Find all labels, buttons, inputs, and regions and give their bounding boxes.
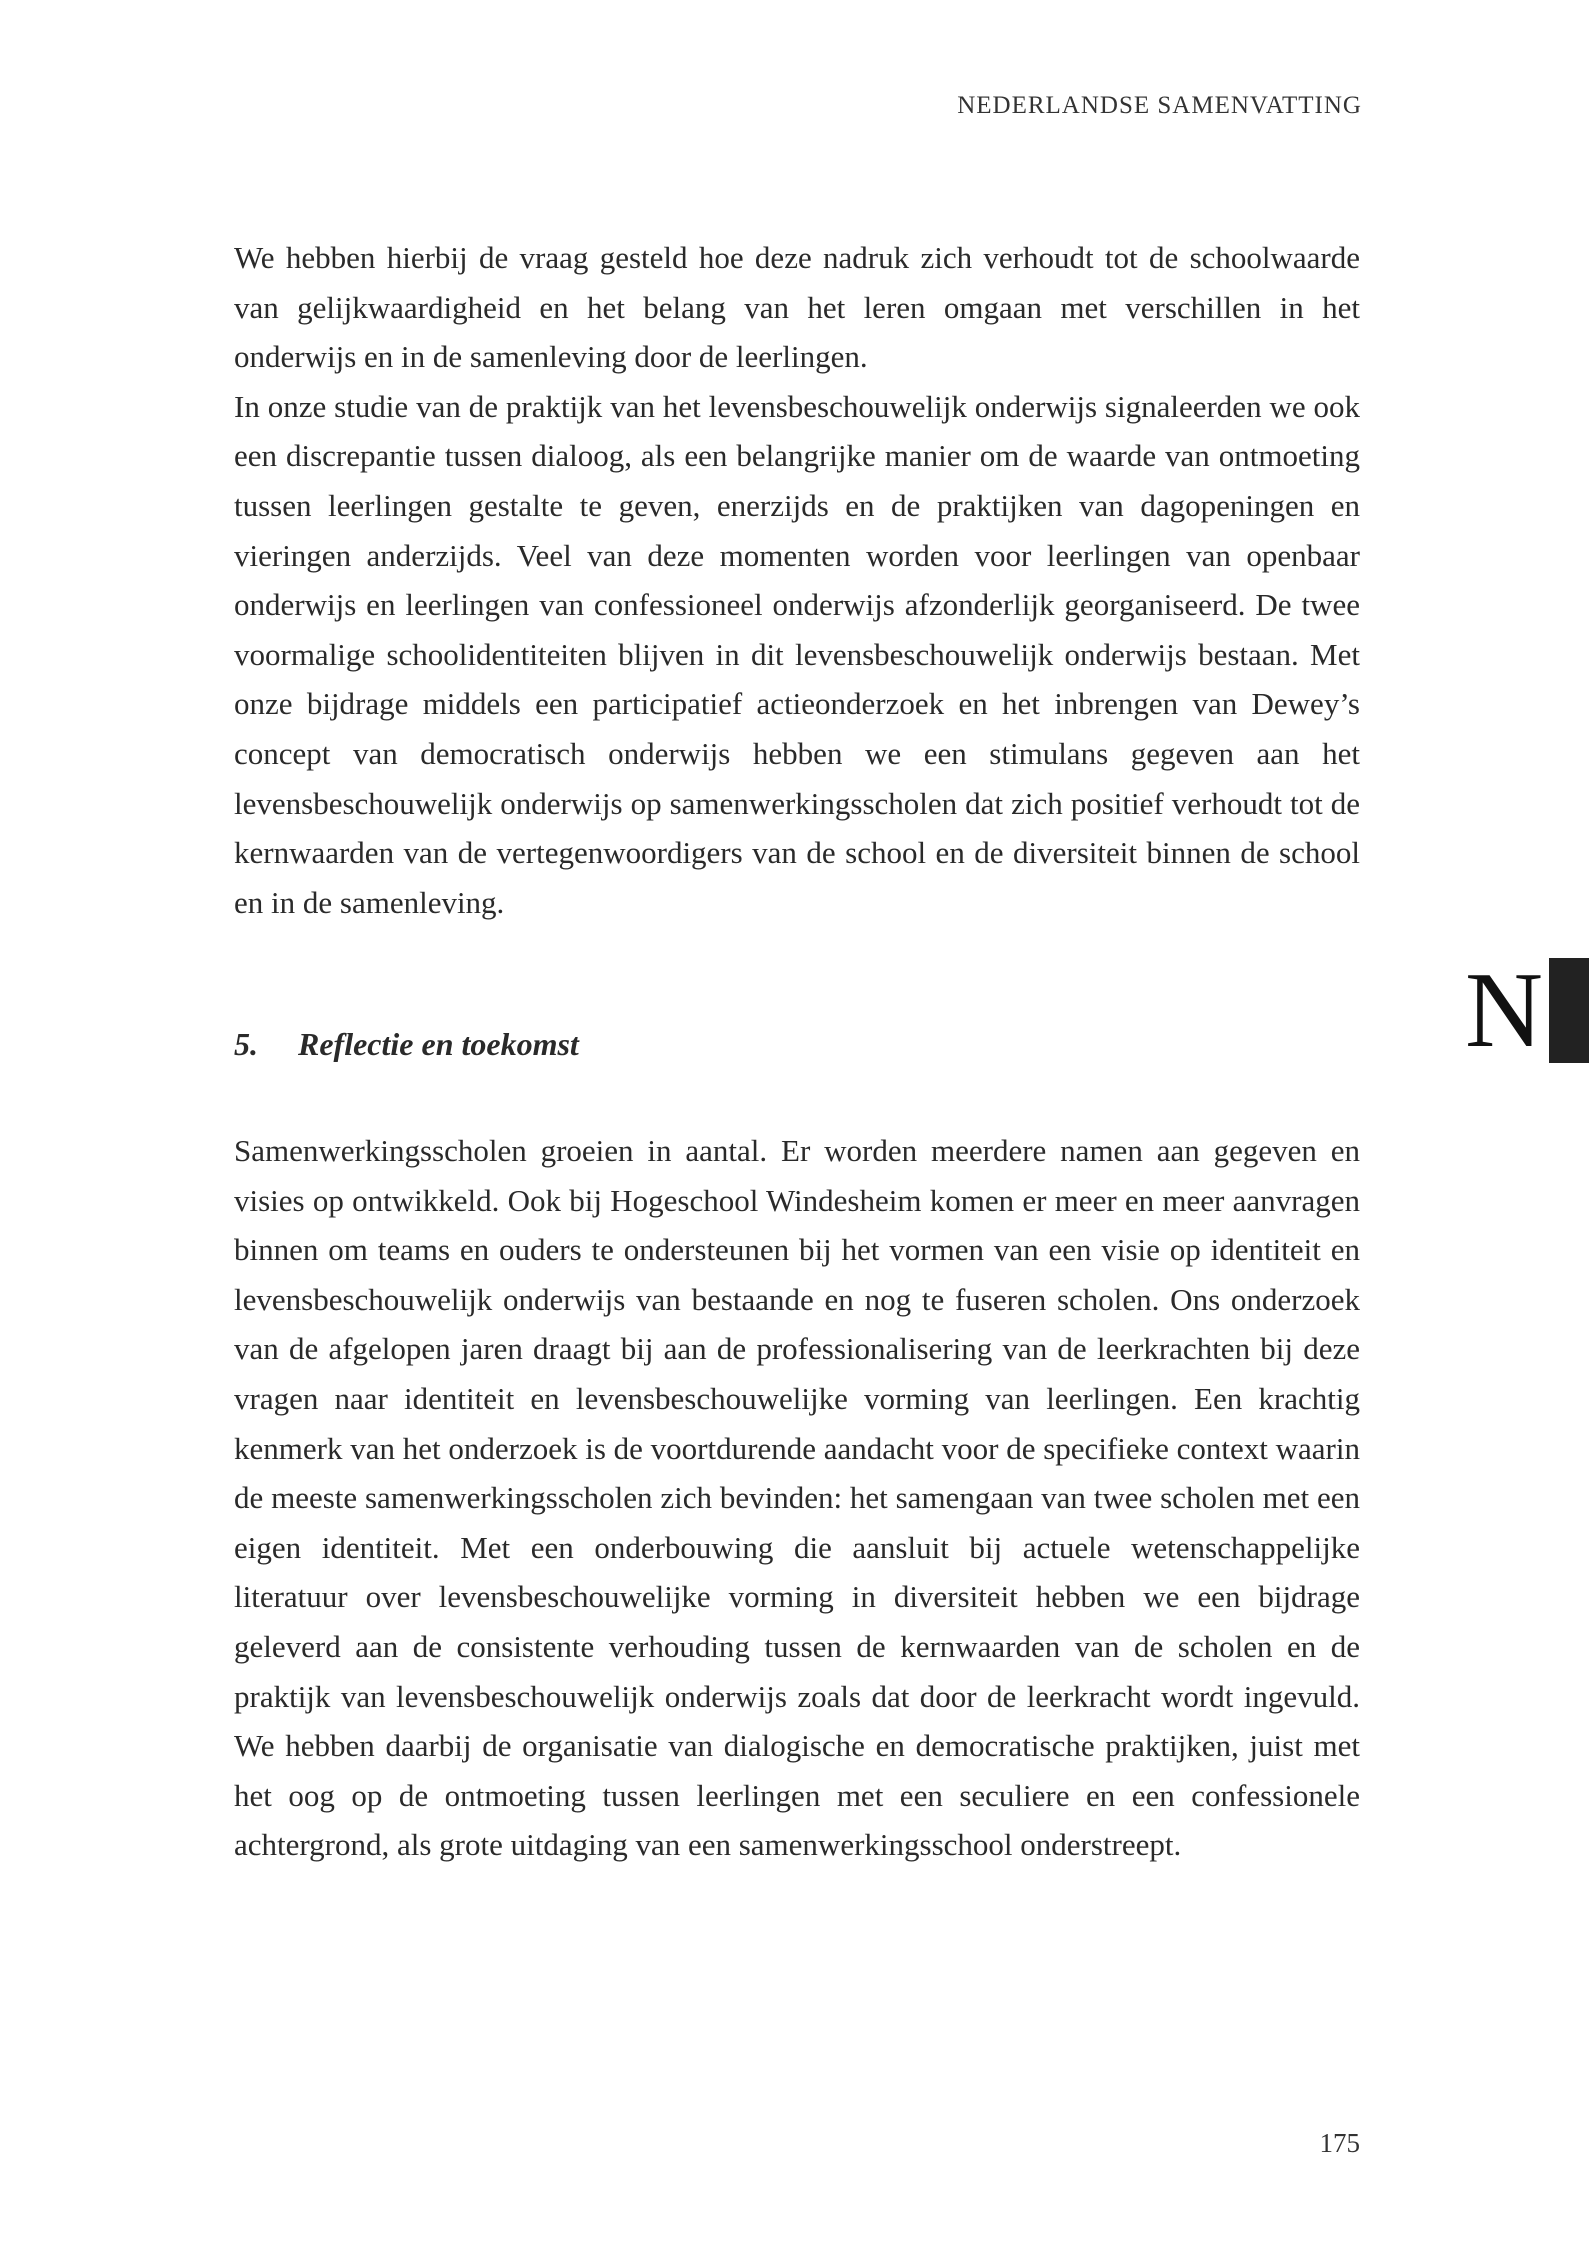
body-text-top <box>234 233 1360 927</box>
chapter-bar <box>1549 958 1589 1063</box>
section-heading <box>234 1026 579 1063</box>
running-header: NEDERLANDSE SAMENVATTING <box>957 92 1362 119</box>
chapter-letter: N <box>1465 950 1543 1070</box>
section-title: Reflectie en toekomst <box>298 1026 579 1062</box>
page-number: 175 <box>1319 2128 1360 2158</box>
chapter-thumb-index <box>1465 950 1589 1070</box>
paragraph-3: Samenwerkingsscholen groeien in aantal. Er worden meerdere namen aan gegeven en visies op ontwikkeld. Ook bij Hogeschool Windesheim komen er meer en meer aanvragen binnen om teams en ouders te ondersteunen bij het vormen van een visie op identiteit en levensbeschouwelijk onderwijs van bestaande en nog te fuseren scholen. Ons onderzoek van de afgelopen jaren draagt bij aan de professionalisering van de leerkrachten bij deze vragen naar identiteit en levensbeschouwelijke vorming van leerlingen. Een krachtig kenmerk van het onderzoek is de voortdurende aandacht voor de specifieke context waarin de meeste samenwerkingsscholen zich bevinden: het samengaan van twee scholen met een eigen identiteit. Met een onderbouwing die aansluit bij actuele wetenschappelijke literatuur over levensbeschouwelijke vorming in diversiteit hebben we een bijdrage geleverd aan de consistente verhouding tussen de kernwaarden van de scholen en de praktijk van levensbeschouwelijk onderwijs zoals dat door de leerkracht wordt ingevuld. We hebben daarbij de organisatie van dialogische en democratische praktijken, juist met het oog op de ontmoeting tussen leerlingen met een seculiere en een confessionele achtergrond, als grote uitdaging van een samenwerkingsschool onderstreept. <box>234 1133 1360 1863</box>
body-text-bottom <box>234 1126 1360 1870</box>
paragraph-2: In onze studie van de praktijk van het levensbeschouwelijk onderwijs signaleerden we ook een discrepantie tussen dialoog, als een belangrijke manier om de waarde van ontmoeting tussen leerlingen gestalte te geven, enerzijds en de praktijken van dagopeningen en vieringen anderzijds. Veel van deze momenten worden voor leerlingen van openbaar onderwijs en leerlingen van confessioneel onderwijs afzonderlijk georganiseerd. De twee voormalige schoolidentiteiten blijven in dit levensbeschouwelijk onderwijs bestaan. Met onze bijdrage middels een participatief actieonderzoek en het inbrengen van Dewey’s concept van democratisch onderwijs hebben we een stimulans gegeven aan het levensbeschouwelijk onderwijs op samenwerkingsscholen dat zich positief verhoudt tot de kernwaarden van de vertegenwoordigers van de school en de diversiteit binnen de school en in de samenleving. <box>234 388 1360 920</box>
paragraph-1: We hebben hierbij de vraag gesteld hoe deze nadruk zich verhoudt tot de schoolwaarde van gelijkwaardigheid en het belang van het leren omgaan met verschillen in het onderwijs en in de samenleving door de leerlingen. <box>234 240 1360 375</box>
section-number: 5. <box>234 1026 258 1062</box>
